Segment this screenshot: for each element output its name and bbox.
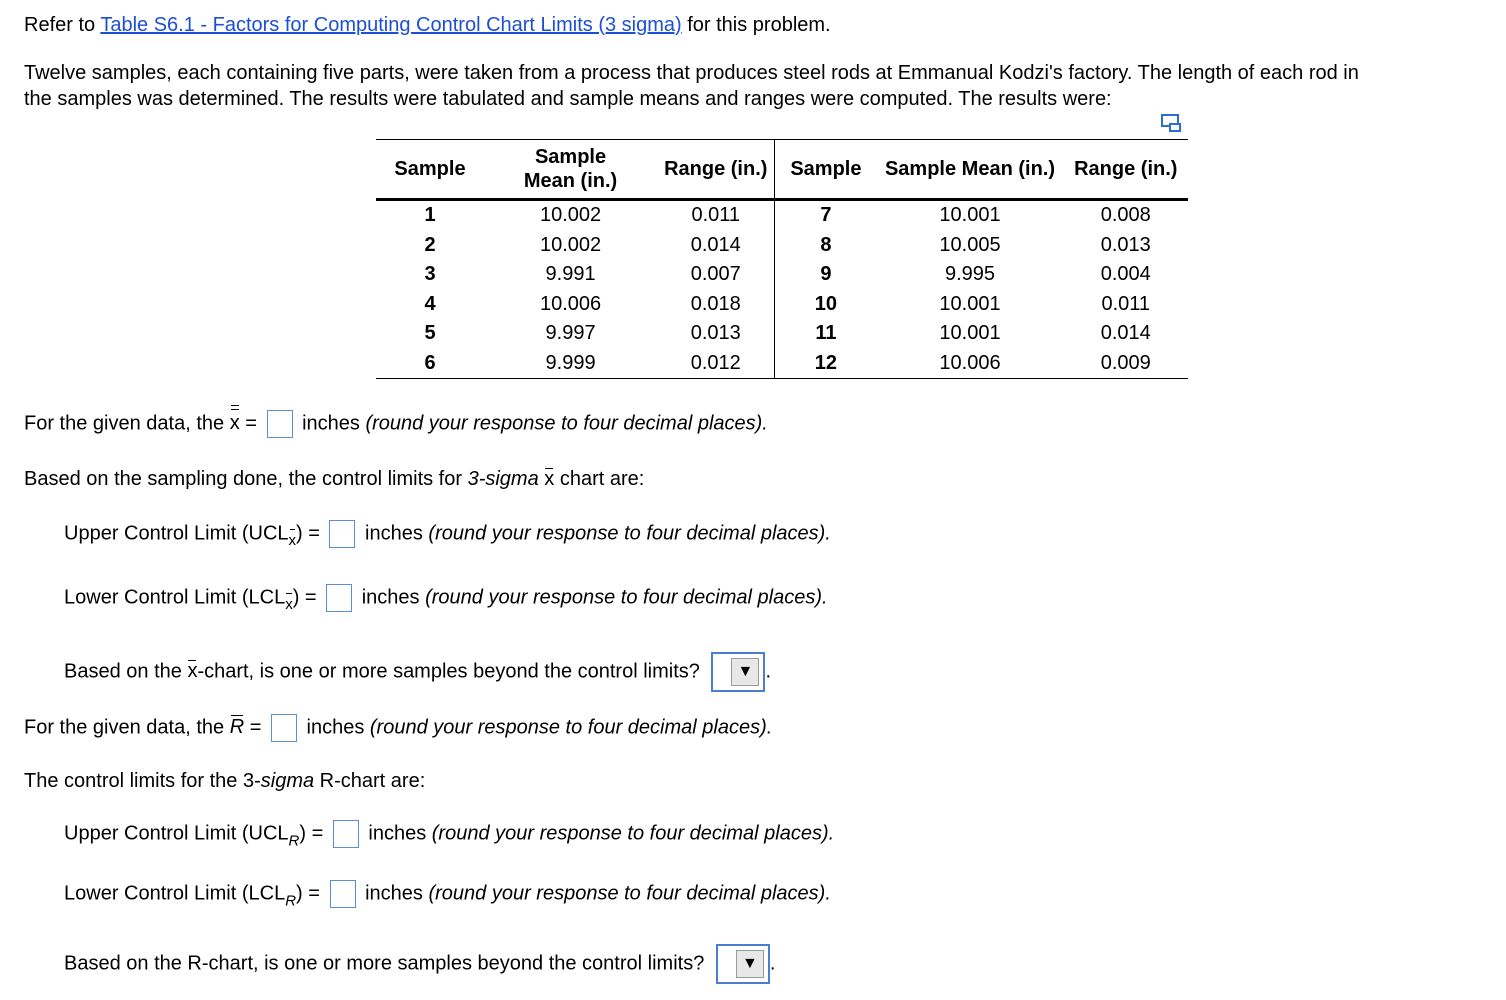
- q-rbar-equals: =: [244, 716, 262, 739]
- cell-mean: 10.002: [539, 233, 602, 256]
- r-chart-beyond-row: [64, 944, 775, 984]
- table-row: [376, 349, 1188, 379]
- cell-range-2: 0.014: [1100, 322, 1151, 345]
- header-range: Range (in.): [657, 140, 775, 200]
- x-beyond-after: .: [765, 660, 772, 683]
- lcl-x-unit: inches: [361, 586, 426, 609]
- triangle-down-icon: ▼: [736, 950, 764, 978]
- lcl-r-input[interactable]: [330, 880, 356, 908]
- q-xdbar-unit: inches: [302, 412, 366, 435]
- x-beyond-symbol: x: [187, 660, 198, 683]
- cell-range: 0.013: [657, 319, 775, 349]
- lcl-r-subscript: R: [285, 892, 297, 910]
- ucl-x-hint: (round your response to four decimal places).: [428, 522, 831, 545]
- x-beyond-suffix: -chart, is one or more samples beyond the control limits?: [197, 660, 700, 683]
- cell-mean: 9.991: [545, 263, 596, 286]
- lcl-r-hint: (round your response to four decimal places).: [428, 882, 831, 905]
- r-beyond-text: Based on the R-chart, is one or more samples beyond the control limits?: [64, 952, 705, 975]
- rchart-intro-prefix: The control limits for the 3-: [24, 770, 261, 792]
- header-sample-mean-2: Sample Mean (in.): [884, 158, 1055, 180]
- cell-mean: 10.006: [539, 292, 602, 315]
- r-chart-beyond-select[interactable]: [716, 944, 770, 984]
- q-rbar-hint: (round your response to four decimal places).: [369, 716, 773, 739]
- xchart-intro-prefix: Based on the sampling done, the control limits for: [24, 468, 468, 490]
- table-s6-1-link[interactable]: Table S6.1 - Factors for Computing Control Chart Limits (3 sigma): [100, 14, 682, 36]
- cell-sample: 4: [424, 292, 436, 315]
- header-sample: Sample: [394, 158, 466, 180]
- lcl-x-subscript: x: [285, 592, 293, 618]
- problem-line-2: the samples was determined. The results were tabulated and sample means and ranges were computed. The results were:: [24, 88, 1112, 110]
- ucl-x-input[interactable]: [329, 520, 355, 548]
- table-row: [376, 290, 1188, 320]
- header-sample-mean: [484, 140, 657, 200]
- xchart-intro-sigma: 3-sigma: [467, 468, 539, 490]
- cell-sample-2: 11: [815, 322, 837, 345]
- x-double-bar-symbol: x: [229, 412, 240, 435]
- ucl-r-input[interactable]: [333, 820, 359, 848]
- x-chart-beyond-row: [64, 652, 771, 692]
- cell-range-2: 0.009: [1100, 351, 1151, 374]
- cell-sample: 3: [424, 263, 436, 286]
- intro-prefix: Refer to: [24, 14, 101, 36]
- lcl-x-input[interactable]: [326, 584, 352, 612]
- triangle-down-icon: ▼: [731, 658, 759, 686]
- r-bar-symbol: R: [229, 716, 245, 739]
- ucl-r-row: [64, 820, 834, 854]
- ucl-r-close: ) =: [299, 822, 324, 845]
- r-beyond-after: .: [769, 952, 776, 975]
- cell-sample-2: 9: [820, 263, 832, 286]
- cell-range-2: 0.011: [1101, 292, 1151, 315]
- header-range-2: Range (in.): [1074, 158, 1178, 180]
- sample-data-table: [376, 139, 1188, 379]
- lcl-x-hint: (round your response to four decimal places).: [425, 586, 828, 609]
- xchart-intro-suffix: chart are:: [554, 468, 645, 490]
- cell-sample-2: 10: [814, 292, 838, 315]
- table-header-row: [376, 140, 1188, 200]
- ucl-x-label: Upper Control Limit (UCL: [64, 522, 289, 545]
- q-rbar-prefix: For the given data, the: [24, 716, 230, 739]
- copy-table-icon[interactable]: [1160, 113, 1182, 133]
- x-chart-beyond-select[interactable]: [711, 652, 765, 692]
- ucl-x-close: ) =: [296, 522, 320, 545]
- table-row: [376, 319, 1188, 349]
- cell-mean-2: 9.995: [944, 263, 996, 286]
- cell-range-2: 0.008: [1100, 204, 1151, 227]
- lcl-r-label: Lower Control Limit (LCL: [64, 882, 286, 905]
- x-double-bar-input[interactable]: [267, 410, 293, 438]
- cell-range: 0.011: [657, 200, 775, 231]
- x-bar-symbol: x: [544, 468, 555, 490]
- table-row: [376, 200, 1188, 231]
- intro-suffix: for this problem.: [681, 14, 831, 36]
- cell-mean-2: 10.001: [939, 322, 1001, 345]
- cell-sample-2: 12: [814, 351, 838, 374]
- ucl-r-unit: inches: [368, 822, 432, 845]
- problem-line-1: Twelve samples, each containing five parts, were taken from a process that produces steel rods at Emmanual Kodzi's factory. The length of each rod in: [24, 62, 1359, 84]
- cell-mean-2: 10.005: [939, 233, 1001, 256]
- lcl-r-unit: inches: [365, 882, 429, 905]
- cell-sample-2: 7: [820, 204, 832, 227]
- table-row: [376, 260, 1188, 290]
- cell-mean-2: 10.001: [939, 204, 1001, 227]
- rchart-intro-sigma: sigma: [260, 770, 315, 792]
- r-bar-input[interactable]: [271, 714, 297, 742]
- cell-sample: 2: [424, 233, 436, 256]
- cell-mean-2: 10.001: [939, 292, 1001, 315]
- ucl-x-subscript: x: [289, 528, 297, 554]
- lcl-x-close: ) =: [292, 586, 317, 609]
- cell-mean: 9.997: [545, 322, 596, 345]
- ucl-r-subscript: R: [288, 832, 300, 850]
- cell-range: 0.007: [657, 260, 775, 290]
- header-mean-line2: Mean (in.): [523, 170, 618, 192]
- r-chart-intro: [24, 768, 425, 794]
- cell-sample: 6: [424, 351, 436, 374]
- ucl-r-hint: (round your response to four decimal places).: [431, 822, 835, 845]
- cell-sample: 5: [424, 322, 436, 345]
- q-xdbar-equals: =: [239, 412, 257, 435]
- rchart-intro-suffix: R-chart are:: [314, 770, 426, 792]
- cell-range-2: 0.004: [1100, 263, 1151, 286]
- cell-mean-2: 10.006: [939, 351, 1001, 374]
- ucl-x-row: [64, 520, 831, 554]
- lcl-r-close: ) =: [296, 882, 320, 905]
- cell-range: 0.018: [657, 290, 775, 320]
- cell-range: 0.014: [657, 231, 775, 261]
- table-row: [376, 231, 1188, 261]
- lcl-x-row: [64, 584, 828, 618]
- header-mean-line1: Sample: [534, 146, 607, 168]
- question-r-bar: [24, 714, 772, 742]
- q-rbar-unit: inches: [306, 716, 370, 739]
- ucl-x-unit: inches: [365, 522, 429, 545]
- q-xdbar-prefix: For the given data, the: [24, 412, 230, 435]
- cell-range-2: 0.013: [1100, 233, 1151, 256]
- lcl-r-row: [64, 880, 831, 914]
- cell-mean: 10.002: [539, 204, 602, 227]
- intro-line: [24, 12, 831, 38]
- ucl-r-label: Upper Control Limit (UCL: [64, 822, 289, 845]
- cell-sample-2: 8: [820, 233, 832, 256]
- q-xdbar-hint: (round your response to four decimal places).: [365, 412, 768, 435]
- lcl-x-label: Lower Control Limit (LCL: [64, 586, 286, 609]
- cell-mean: 9.999: [545, 351, 596, 374]
- cell-range: 0.012: [657, 349, 775, 379]
- cell-sample: 1: [424, 204, 436, 227]
- x-beyond-prefix: Based on the: [64, 660, 188, 683]
- x-chart-intro: [24, 466, 644, 492]
- question-x-double-bar: [24, 410, 768, 438]
- header-sample-2: Sample: [790, 158, 862, 180]
